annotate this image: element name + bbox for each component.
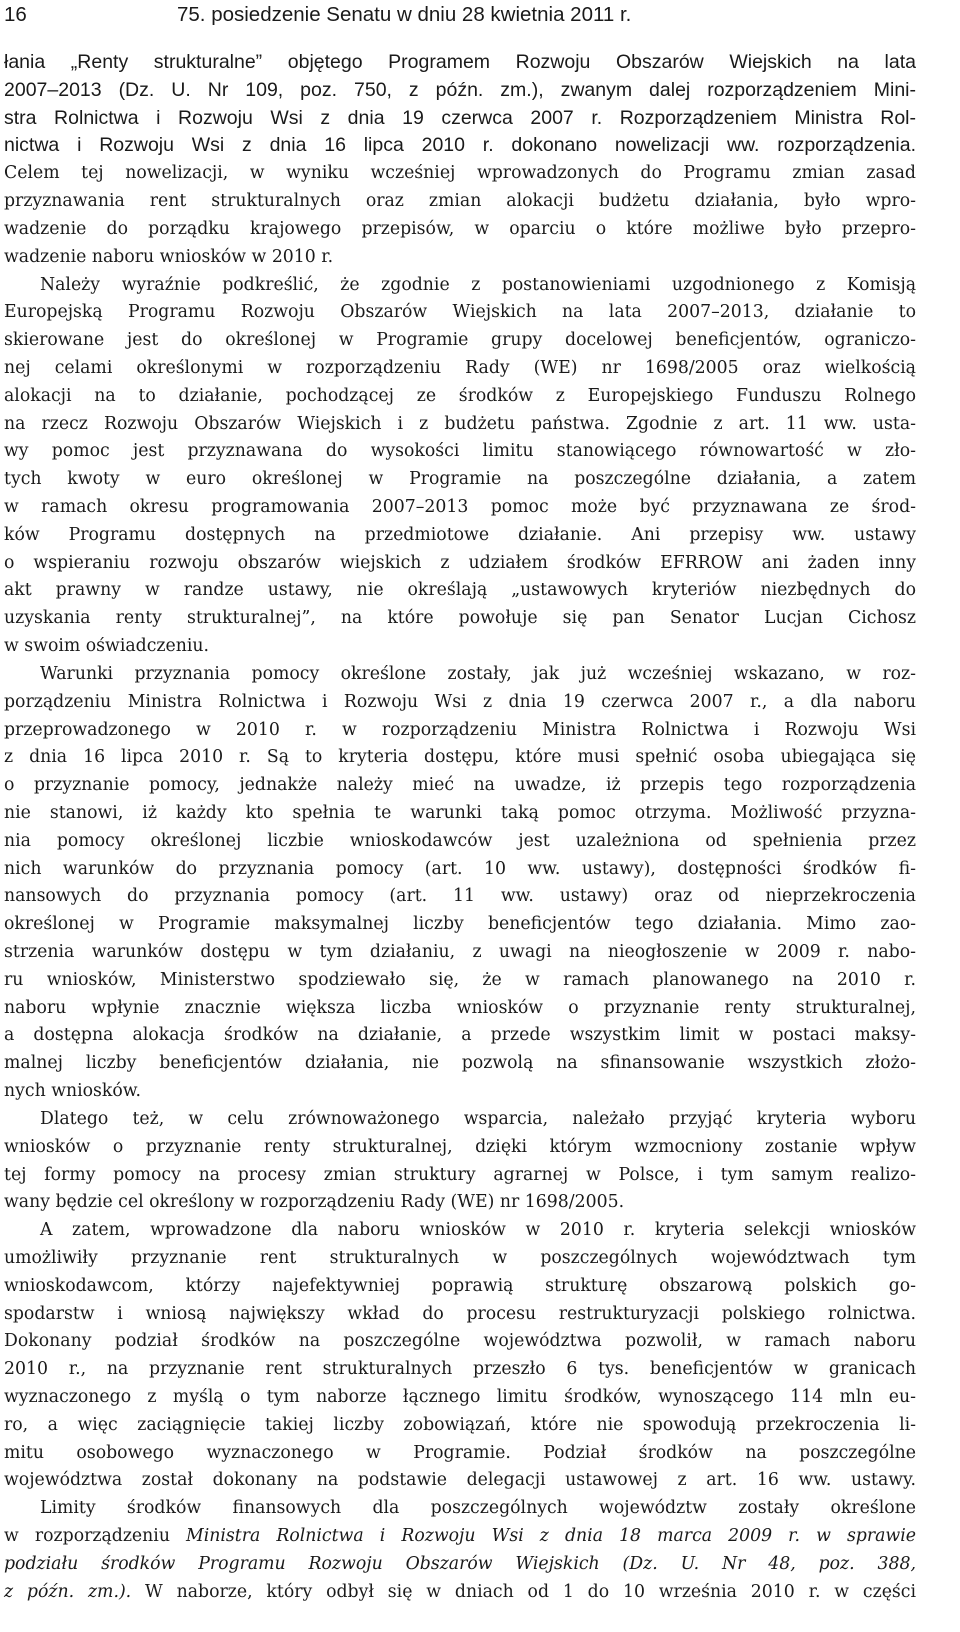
text-span: porządzeniu Ministra Rolnictwa i Rozwoju Wsi z dnia 19 czerwca 2007 r., a dla naboru [4,691,916,712]
text-span: naboru wpłynie znacznie większa liczba wniosków o przyznanie renty strukturalnej, [4,997,916,1018]
text-line [4,939,916,967]
text-line [4,1162,916,1190]
text-span: Warunki przyznania pomocy określone zostały, jak już wcześniej wskazano, w roz- [40,663,916,684]
text-line [4,800,916,828]
text-span: malnej liczby beneficjentów działania, nie pozwolą na sfinansowanie wszystkich złożo- [4,1053,916,1074]
text-span: wadzenie naboru wniosków w 2010 r. [4,246,334,267]
text-span: tej formy pomocy na procesy zmian struktury agrarnej w Polsce, i tym samym realizo- [4,1164,916,1185]
text-span: nia pomocy określonej liczbie wnioskodawców jest uzależniona od spełnienia przez [4,830,916,851]
text-span: z dnia 16 lipca 2010 r. Są to kryteria dostępu, które musi spełnić osoba ubiegająca się [4,747,916,768]
text-span: a dostępna alokacja środków na działanie, a przede wszystkim limit w postaci maksy- [4,1025,916,1046]
text-line [4,1245,916,1273]
text-lines [4,49,916,1607]
text-span: wyznaczonego z myślą o tym naborze łącznego limitu środków, wynoszącego 114 mln eu- [4,1387,916,1407]
text-span: wniosków o przyznanie renty strukturalnej, dzięki którym wzmocniony zostanie wpływ [4,1136,916,1157]
text-span: Należy wyraźnie podkreślić, że zgodnie z postanowieniami uzgodnionego z Komisją [40,274,916,295]
text-line [4,522,916,550]
text-line [4,911,916,939]
text-line [4,828,916,856]
text-line [4,1301,916,1329]
text-span: przyznawania rent strukturalnych oraz zmian alokacji budżetu działania, było wpro- [4,191,916,212]
text-span: akt prawny w randze ustawy, nie określają „ustawowych kryteriów niezbędnych do [4,580,916,601]
text-span: przeprowadzonego w 2010 r. w rozporządzeniu Ministra Rolnictwa i Rozwoju Wsi [4,719,916,740]
text-span: województwa został dokonany na podstawie delegacji ustawowej z art. 16 ww. ustawy. [4,1470,916,1491]
text-line [4,772,916,800]
text-line [4,1134,916,1162]
text-span: Dokonany podział środków na poszczególne województwa pozwolił, w ramach naboru [4,1331,916,1352]
text-span: wadzenie do porządku krajowego przepisów, w oparciu o które możliwe było przepro- [4,218,916,239]
text-span: uzyskania renty strukturalnej”, na które powołuje się pan Senator Lucjan Cichosz [4,608,916,629]
text-span: określonej w Programie maksymalnej liczby beneficjentów tego działania. Mimo zao- [4,914,916,935]
text-span: Limity środków finansowych dla poszczególnych województw zostały określone [40,1498,916,1519]
running-header-title: 75. posiedzenie Senatu w dniu 28 kwietnia 2011 r. [177,3,632,26]
text-span: strzenia warunków dostępu w tym działaniu, z uwagi na nieogłoszenie w 2009 r. nabo- [4,942,916,962]
text-line [4,355,916,383]
text-span: umożliwiły przyznanie rent strukturalnych w poszczególnych województwach tym [4,1247,916,1268]
text-line [4,160,916,188]
text-line [4,438,916,466]
text-line [4,1467,916,1495]
text-line [4,1551,916,1579]
text-span: 2007–2013 (Dz. U. Nr 109, poz. 750, z późn. zm.), zwanym dalej rozporządzeniem Mini- [4,78,916,101]
text-span: nich warunków do przyznania pomocy (art. 10 ww. ustawy), dostępności środków fi- [4,858,916,879]
text-line [4,717,916,745]
text-line [4,1217,916,1245]
italic-text-span: podziału środków Programu Rozwoju Obszarów Wiejskich (Dz. U. Nr 48, poz. 388, [4,1553,916,1574]
body-text [4,49,916,1607]
text-line [4,77,916,105]
text-line [4,1078,916,1106]
text-span: nansowych do przyznania pomocy (art. 11 ww. ustawy) oraz od nieprzekroczenia [4,886,916,907]
text-line [4,633,916,661]
text-span: stra Rolnictwa i Rozwoju Wsi z dnia 19 czerwca 2007 r. Rozporządzeniem Ministra Rol- [4,106,916,129]
text-line [4,689,916,717]
text-line [4,49,916,77]
page-number: 16 [4,3,27,26]
text-line [4,1412,916,1440]
text-line [4,272,916,300]
text-span: mitu osobowego wyznaczonego w Programie. Podział środków na poszczególne [4,1442,916,1463]
text-span: Europejską Programu Rozwoju Obszarów Wiejskich na lata 2007–2013, działanie to [4,302,916,323]
text-span: w swoim oświadczeniu. [4,636,210,657]
text-line [4,605,916,633]
text-line [4,661,916,689]
text-line [4,299,916,327]
text-line [4,1189,916,1217]
text-line [4,411,916,439]
text-span: nie stanowi, iż każdy kto spełnia te warunki taką pomoc otrzyma. Możliwość przyzna- [4,802,916,823]
text-span: alokacji na to działanie, pochodzącej ze środków z Europejskiego Funduszu Rolnego [4,385,916,406]
text-span: nych wniosków. [4,1081,142,1102]
text-span: tych kwoty w euro określonej w Programie na poszczególne działania, a zatem [4,469,916,490]
text-span: Celem tej nowelizacji, w wyniku wcześniej wprowadzonych do Programu zmian zasad [4,163,916,184]
text-span: wy pomoc jest przyznawana do wysokości limitu stanowiącego równowartość w zło- [4,441,916,462]
text-span: wnioskodawcom, którzy najefektywniej poprawią strukturę obszarową polskich go- [4,1275,916,1296]
text-line [4,244,916,272]
text-line [4,188,916,216]
text-span: łania „Renty strukturalne” objętego Programem Rozwoju Obszarów Wiejskich na lata [4,51,916,73]
text-span: nictwa i Rozwoju Wsi z dnia 16 lipca 2010 r. dokonano nowelizacji ww. rozporządzenia. [4,134,916,157]
text-span: w rozporządzeniu [4,1526,187,1547]
text-line [4,1050,916,1078]
text-span: wany będzie cel określony w rozporządzeniu Rady (WE) nr 1698/2005. [4,1192,625,1213]
text-span: ru wniosków, Ministerstwo spodziewało się, że w ramach planowanego na 2010 r. [4,969,916,990]
text-line [4,1384,916,1412]
text-span: spodarstw i wniosą największy wkład do procesu restrukturyzacji polskiego rolnictwa. [4,1303,916,1324]
text-line [4,883,916,911]
text-line [4,1495,916,1523]
text-span: o przyznanie pomocy, jednakże należy mieć na uwadze, iż przepis tego rozporządzenia [4,775,916,796]
text-span: ro, a więc zaciągnięcie takiej liczby zobowiązań, które nie spowodują przekroczenia li- [4,1414,916,1435]
text-span: Dlatego też, w celu zrównoważonego wsparcia, należało przyjąć kryteria wyboru [40,1108,916,1129]
text-line [4,1440,916,1468]
text-line [4,856,916,884]
text-line [4,577,916,605]
italic-text-span: Ministra Rolnictwa i Rozwoju Wsi z dnia 18 marca 2009 r. w sprawie [186,1526,916,1547]
text-line [4,105,916,133]
text-line [4,550,916,578]
text-line [4,1022,916,1050]
text-span: 2010 r., na przyznanie rent strukturalnych przeszło 6 tys. beneficjentów w granicach [4,1359,916,1380]
text-line [4,1328,916,1356]
text-line [4,995,916,1023]
text-span: na rzecz Rozwoju Obszarów Wiejskich i z budżetu państwa. Zgodnie z art. 11 ww. usta- [4,413,916,434]
text-span: skierowane jest do określonej w Programie grupy docelowej beneficjentów, ograniczo- [4,330,916,351]
text-line [4,327,916,355]
italic-text-span: z późn. zm.). [4,1581,132,1602]
text-line [4,132,916,160]
text-line [4,383,916,411]
text-line [4,1273,916,1301]
running-header [4,0,956,34]
text-line [4,967,916,995]
text-line [4,494,916,522]
text-line [4,466,916,494]
text-line [4,1356,916,1384]
text-span: o wspieraniu rozwoju obszarów wiejskich z udziałem środków EFRROW ani żaden inny [4,552,916,573]
text-span: w ramach okresu programowania 2007–2013 pomoc może być przyznawana ze środ- [4,497,916,517]
text-span: A zatem, wprowadzone dla naboru wniosków w 2010 r. kryteria selekcji wniosków [40,1220,916,1241]
text-span: nej celami określonymi w rozporządzeniu Rady (WE) nr 1698/2005 oraz wielkością [4,357,916,378]
text-span: ków Programu dostępnych na przedmiotowe działanie. Ani przepisy ww. ustawy [4,524,916,545]
text-line [4,216,916,244]
text-span: W naborze, który odbył się w dniach od 1 do 10 września 2010 r. w części [131,1581,916,1602]
text-line [4,1106,916,1134]
text-line [4,744,916,772]
text-line [4,1523,916,1551]
text-line [4,1579,916,1607]
